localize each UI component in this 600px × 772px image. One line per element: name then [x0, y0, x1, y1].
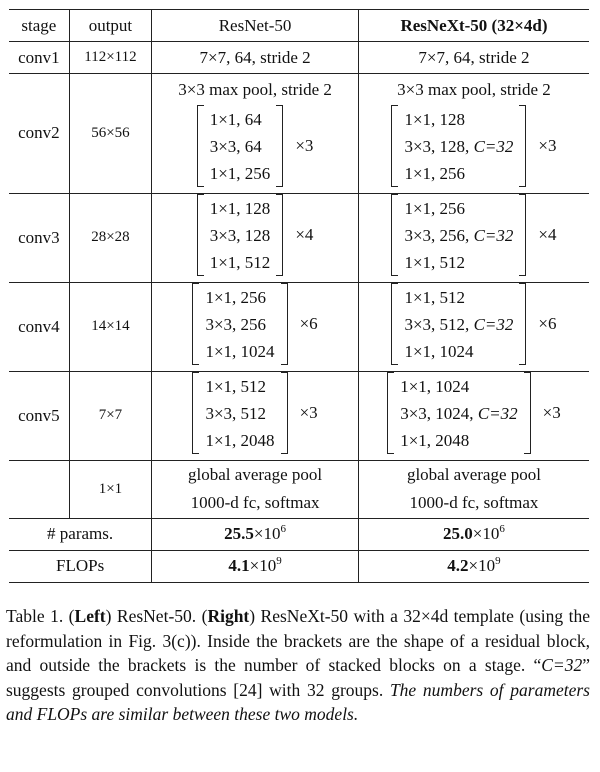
block-line: 1×1, 64: [209, 109, 262, 129]
stage-cell: conv3: [9, 193, 69, 282]
resnext-block-cell: [358, 282, 589, 371]
params-label: # params.: [9, 518, 152, 550]
table-row-conv3: [9, 193, 589, 282]
table-row-params: [9, 518, 589, 550]
block-line: 1×1, 1024: [400, 376, 470, 396]
stage-cell-empty: [9, 460, 69, 518]
resnet-block-cell: [152, 282, 359, 371]
table-row-final: [9, 460, 589, 518]
block-line: 1×1, 512: [205, 376, 267, 396]
table-caption: Table 1. (Left) ResNet-50. (Right) ResNeXt-50 with a 32×4d template (using the reformulation in Fig. 3(c)). Inside the brackets are the shape of a residual block, and outside the brackets is the number of stacked blocks on a stage. “C=32” suggests grouped convolutions [24] with 32 groups. The numbers of parameters and FLOPs are similar between these two models.: [6, 606, 590, 725]
final-line: global average pool: [188, 465, 323, 484]
final-line: 1000-d fc, softmax: [190, 493, 320, 512]
resnext-cell: 7×7, 64, stride 2: [418, 47, 530, 67]
block-multiplier: ×3: [538, 136, 557, 156]
block-line: 1×1, 1024: [205, 341, 275, 361]
block-line: 1×1, 512: [209, 252, 271, 272]
final-line: 1000-d fc, softmax: [409, 493, 539, 512]
output-cell: 28×28: [69, 193, 152, 282]
block-line: 3×3, 512, C=32: [404, 314, 514, 334]
final-line: global average pool: [406, 465, 541, 484]
resnet-pool-cell: 3×3 max pool, stride 2: [152, 74, 359, 106]
block-line: 1×1, 256: [209, 163, 271, 183]
block-line: 1×1, 128: [404, 109, 466, 129]
resnext-flops-cell: $4.2\times 10^9$: [358, 550, 589, 582]
block-line: 1×1, 256: [404, 198, 466, 218]
resnet-block-cell: [152, 371, 359, 460]
resnet-block-cell: [152, 105, 359, 193]
resnet-block-cell: [152, 193, 359, 282]
stage-cell: conv5: [9, 371, 69, 460]
resnet-bracket-group: [192, 372, 317, 454]
stage-cell: conv1: [9, 42, 69, 74]
block-line: 1×1, 256: [404, 163, 466, 183]
resnet-flops-cell: $4.1\times 10^9$: [152, 550, 359, 582]
resnext-pool-cell: 3×3 max pool, stride 2: [358, 74, 589, 106]
resnet-params-cell: $25.5\times 10^6$: [152, 518, 359, 550]
flops-label: FLOPs: [9, 550, 152, 582]
resnext-block-cell: [358, 371, 589, 460]
header-output: output: [69, 10, 152, 42]
block-multiplier: ×3: [299, 403, 318, 422]
header-resnet: ResNet-50: [152, 10, 359, 42]
resnet-bracket-group: [197, 105, 314, 187]
table-header-row: [9, 10, 589, 42]
resnext-final-cell: [358, 460, 589, 518]
block-line: 3×3, 128, C=32: [404, 136, 514, 156]
block-multiplier: ×6: [299, 314, 318, 333]
block-multiplier: ×6: [538, 314, 557, 333]
output-cell: 14×14: [69, 282, 152, 371]
block-line: 1×1, 128: [209, 198, 271, 218]
block-multiplier: ×3: [542, 403, 561, 422]
header-resnext: ResNeXt-50 (32×4d): [358, 10, 589, 42]
resnext-bracket-group: [391, 283, 556, 365]
table-row-conv5: [9, 371, 589, 460]
block-line: 1×1, 1024: [404, 341, 474, 361]
resnext-bracket-group: [391, 105, 556, 187]
block-multiplier: ×4: [538, 225, 557, 244]
output-cell: 56×56: [69, 74, 152, 194]
header-stage: stage: [9, 10, 69, 42]
block-multiplier: ×3: [295, 136, 314, 156]
stage-cell: conv2: [9, 74, 69, 194]
block-line: 3×3, 512: [205, 403, 267, 423]
resnext-bracket-group: [387, 372, 561, 454]
stage-cell: conv4: [9, 282, 69, 371]
table-row-conv1: [9, 42, 589, 74]
block-multiplier: ×4: [295, 225, 314, 244]
block-line: 1×1, 2048: [205, 430, 275, 450]
resnext-params-cell: $25.0\times 10^6$: [358, 518, 589, 550]
block-line: 1×1, 512: [404, 252, 466, 272]
resnext-bracket-group: [391, 194, 556, 276]
output-cell: 1×1: [69, 460, 152, 518]
resnext-block-cell: [358, 193, 589, 282]
resnet-bracket-group: [192, 283, 317, 365]
architecture-table: [9, 9, 589, 583]
block-line: 3×3, 1024, C=32: [400, 403, 518, 423]
resnet-final-cell: [152, 460, 359, 518]
block-line: 3×3, 256: [205, 314, 267, 334]
block-line: 3×3, 128: [209, 225, 271, 245]
block-line: 3×3, 256, C=32: [404, 225, 514, 245]
table-row-conv4: [9, 282, 589, 371]
resnet-bracket-group: [197, 194, 314, 276]
table-row-conv2-pool: [9, 74, 589, 106]
block-line: 1×1, 512: [404, 287, 466, 307]
resnet-cell: 7×7, 64, stride 2: [152, 42, 359, 74]
block-line: 1×1, 256: [205, 287, 267, 307]
block-line: 1×1, 2048: [400, 430, 470, 450]
block-line: 3×3, 64: [209, 136, 262, 156]
output-cell: 112×112: [69, 42, 152, 74]
output-cell: 7×7: [69, 371, 152, 460]
resnext-block-cell: [358, 105, 589, 193]
table-row-flops: [9, 550, 589, 582]
